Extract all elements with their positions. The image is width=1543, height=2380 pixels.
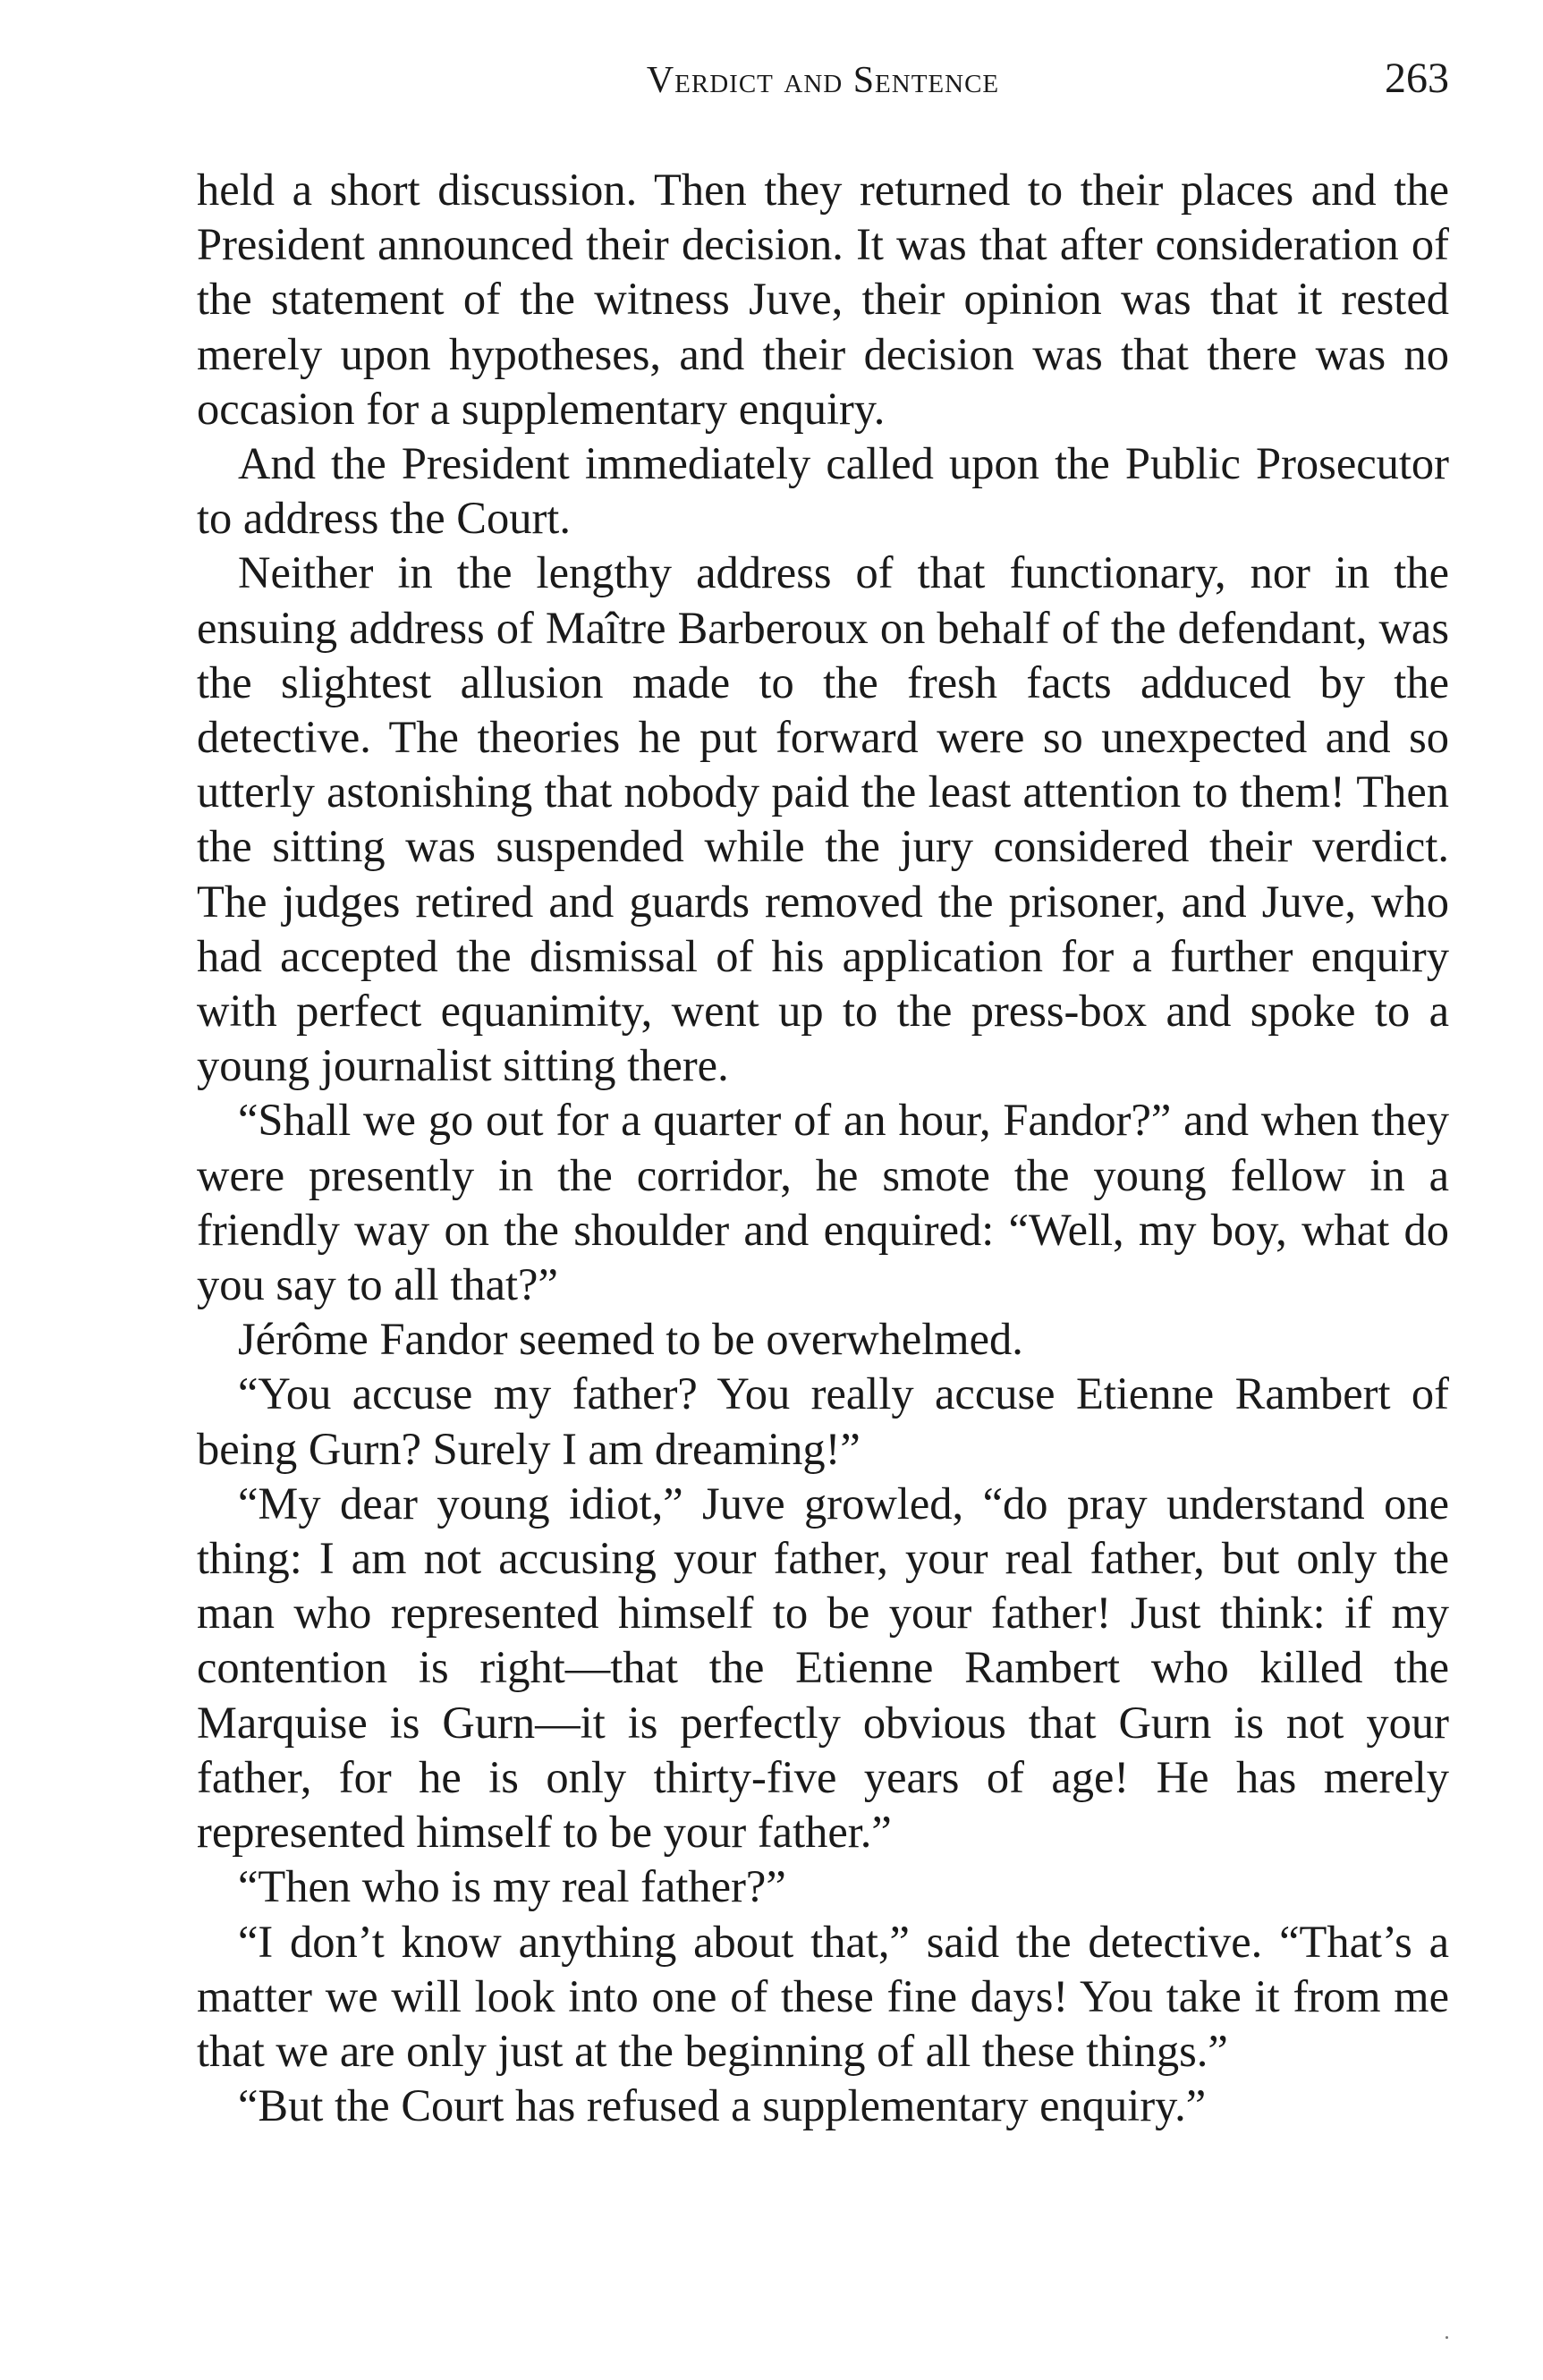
running-title: Verdict and Sentence bbox=[646, 60, 1000, 101]
paragraph: “My dear young idiot,” Juve growled, “do pray understand one thing: I am not accusing your father, your real father, but only the man who represented himself to be your father! Just think: if my contention is right—that the Etienne Rambert who killed the Marquise is Gurn—it is perfectly obvious that Gurn is not your father, for he is only thirty-five years of age! He has merely represented himself to be your father.” bbox=[197, 1478, 1449, 1858]
body-text bbox=[197, 163, 1449, 2133]
paragraph: “You accuse my father? You really accuse Etienne Rambert of being Gurn? Surely I am dreaming!” bbox=[197, 1368, 1449, 1474]
paragraph: Jérôme Fandor seemed to be overwhelmed. bbox=[238, 1314, 1023, 1365]
print-speck bbox=[1446, 2336, 1448, 2339]
running-head bbox=[197, 52, 1449, 114]
paragraph: Neither in the lengthy address of that functionary, nor in the ensuing address of Maître Barberoux on behalf of the defendant, was the slightest allusion made to the fresh facts adduced by the detective. The theories he put forward were so unexpected and so utterly astonishing that nobody paid the least attention to them! Then the sitting was suspended while the jury considered their verdict. The judges retired and guards removed the prisoner, and Juve, who had accepted the dismissal of his application for a further enquiry with perfect equanimity, went up to the press-box and spoke to a young journalist sitting there. bbox=[197, 547, 1449, 1091]
paragraph: “But the Court has refused a supplementary enquiry.” bbox=[238, 2080, 1207, 2131]
paragraph: held a short discussion. Then they returned to their places and the President announced their decision. It was that after consideration of the statement of the witness Juve, their opinion was that it rested merely upon hypotheses, and their decision was that there was no occasion for a supplementary enquiry. bbox=[197, 165, 1449, 434]
paragraph: And the President immediately called upon the Public Prosecutor to address the Court. bbox=[197, 438, 1449, 544]
page-number: 263 bbox=[1385, 55, 1449, 102]
paragraph: “Then who is my real father?” bbox=[238, 1861, 786, 1912]
paragraph: “Shall we go out for a quarter of an hour, Fandor?” and when they were presently in the corridor, he smote the young fellow in a friendly way on the shoulder and enquired: “Well, my boy, what do you say to all that?” bbox=[197, 1095, 1449, 1310]
paragraph: “I don’t know anything about that,” said the detective. “That’s a matter we will look into one of these fine days! You take it from me that we are only just at the beginning of all these things.” bbox=[197, 1916, 1449, 2076]
